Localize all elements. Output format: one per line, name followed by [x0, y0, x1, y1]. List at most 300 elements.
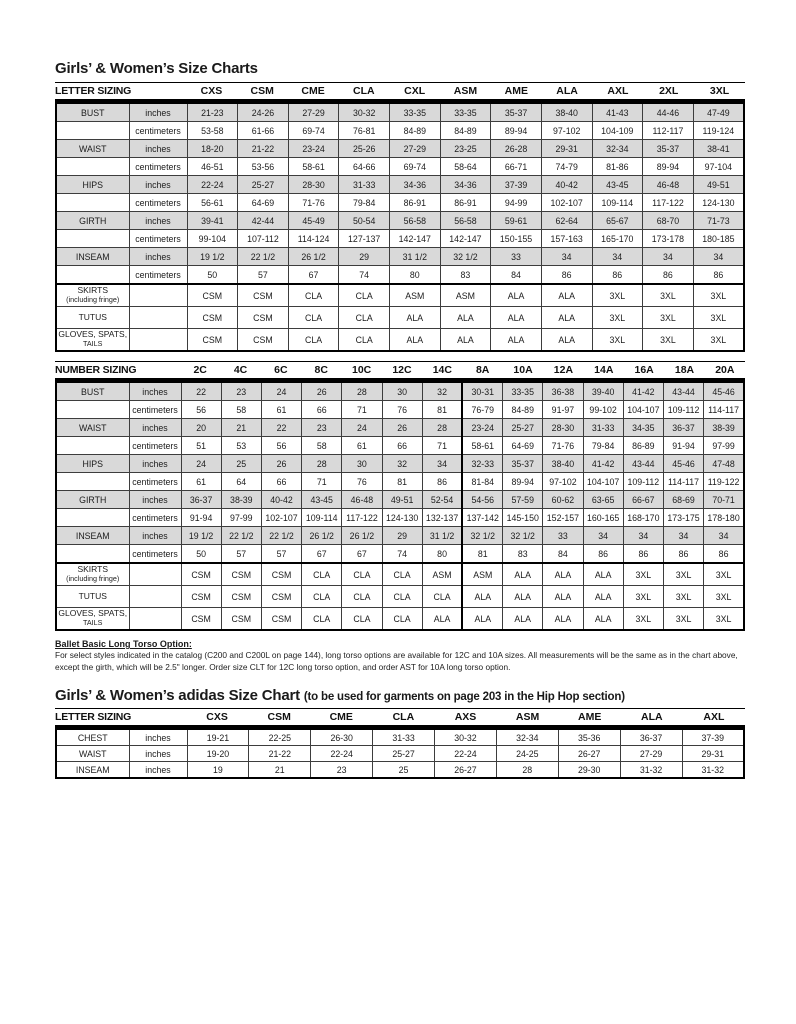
- size-value-cell: 23: [302, 419, 342, 437]
- size-value-cell: 18-20: [187, 140, 238, 158]
- size-value-cell: 36-37: [620, 729, 682, 746]
- size-value-cell: CLA: [342, 563, 382, 586]
- size-column-header: CSM: [267, 711, 291, 724]
- size-value-cell: 80: [390, 266, 441, 285]
- measurement-label: WAIST: [56, 746, 129, 762]
- size-value-cell: 47-49: [693, 103, 744, 122]
- note-body: For select styles indicated in the catalog (C200 and C200L on page 144), long torso options are available for 12C and 10A sizes. All measurements will be the same as in the chart above, except the girth, which will be 2.5" longer. Order size CLT for 12C long torso option, and order AST for 10A long torso option.: [55, 650, 738, 672]
- size-column-header: CXS: [200, 85, 223, 97]
- size-value-cell: 35-36: [558, 729, 620, 746]
- size-value-cell: 36-37: [181, 491, 221, 509]
- size-value-cell: 91-94: [181, 509, 221, 527]
- size-value-cell: ALA: [503, 586, 543, 608]
- size-value-cell: 3XL: [663, 608, 703, 631]
- size-value-cell: 69-74: [288, 122, 339, 140]
- size-value-cell: 145-150: [503, 509, 543, 527]
- garment-row: [56, 563, 744, 586]
- size-value-cell: 19 1/2: [181, 527, 221, 545]
- adidas-size-chart: [55, 708, 745, 779]
- measurement-label: [56, 437, 129, 455]
- size-value-cell: 107-112: [238, 230, 289, 248]
- unit-label: inches: [129, 527, 181, 545]
- size-value-cell: CLA: [302, 586, 342, 608]
- size-value-cell: 66: [382, 437, 422, 455]
- size-column-header: CME: [329, 711, 353, 724]
- size-value-cell: 97-104: [693, 158, 744, 176]
- size-column-header: 20A: [715, 364, 735, 376]
- size-value-cell: 91-94: [663, 437, 703, 455]
- size-value-cell: 22-24: [311, 746, 373, 762]
- garment-row: [56, 608, 744, 631]
- size-value-cell: 32-33: [462, 455, 502, 473]
- size-value-cell: 58: [221, 401, 261, 419]
- size-value-cell: 3XL: [643, 284, 694, 307]
- measurement-label: BUST: [56, 382, 129, 401]
- size-value-cell: 56: [261, 437, 301, 455]
- size-value-cell: 31-33: [373, 729, 435, 746]
- unit-label: inches: [129, 248, 187, 266]
- size-value-cell: 34-36: [440, 176, 491, 194]
- size-value-cell: 23-24: [462, 419, 502, 437]
- size-table-row: [56, 491, 744, 509]
- size-value-cell: 97-102: [543, 473, 583, 491]
- unit-label: inches: [129, 176, 187, 194]
- size-value-cell: CLA: [302, 563, 342, 586]
- size-value-cell: 25: [373, 762, 435, 779]
- size-value-cell: 124-130: [693, 194, 744, 212]
- size-column-header: 14C: [432, 364, 452, 376]
- size-value-cell: ALA: [491, 284, 542, 307]
- size-value-cell: 132-137: [422, 509, 462, 527]
- size-value-cell: 86: [592, 266, 643, 285]
- size-value-cell: 23: [311, 762, 373, 779]
- size-value-cell: 3XL: [704, 608, 744, 631]
- size-value-cell: 26 1/2: [288, 248, 339, 266]
- size-value-cell: 50: [181, 545, 221, 564]
- size-value-cell: 58-61: [462, 437, 502, 455]
- size-value-cell: 56-58: [390, 212, 441, 230]
- unit-label: [129, 329, 187, 352]
- size-value-cell: ALA: [503, 563, 543, 586]
- size-value-cell: 34: [422, 455, 462, 473]
- adidas-title-main: Girls’ & Women’s adidas Size Chart: [55, 687, 300, 705]
- size-value-cell: 71-73: [693, 212, 744, 230]
- adidas-chart-title: [55, 687, 745, 704]
- size-value-cell: 76: [382, 401, 422, 419]
- size-value-cell: 109-114: [592, 194, 643, 212]
- size-value-cell: 23-24: [288, 140, 339, 158]
- measurement-label: INSEAM: [56, 248, 129, 266]
- garment-label: SKIRTS (including fringe): [56, 563, 129, 586]
- garment-row: [56, 586, 744, 608]
- size-value-cell: 71: [422, 437, 462, 455]
- measurement-label: WAIST: [56, 140, 129, 158]
- size-value-cell: 3XL: [592, 284, 643, 307]
- size-value-cell: 80: [422, 545, 462, 564]
- measurement-label: CHEST: [56, 729, 129, 746]
- size-value-cell: 22-24: [435, 746, 497, 762]
- size-column-header: 6C: [274, 364, 288, 376]
- size-value-cell: ALA: [491, 307, 542, 329]
- size-value-cell: 109-112: [663, 401, 703, 419]
- size-value-cell: 26-30: [311, 729, 373, 746]
- size-value-cell: 31-33: [583, 419, 623, 437]
- size-table-row: [56, 122, 744, 140]
- size-value-cell: 26: [382, 419, 422, 437]
- unit-label: centimeters: [129, 194, 187, 212]
- size-value-cell: 26 1/2: [302, 527, 342, 545]
- unit-label: centimeters: [129, 509, 181, 527]
- size-value-cell: 58-64: [440, 158, 491, 176]
- size-value-cell: 31-33: [339, 176, 390, 194]
- size-column-header: 3XL: [709, 85, 730, 97]
- size-value-cell: 43-44: [623, 455, 663, 473]
- size-value-cell: ALA: [543, 608, 583, 631]
- size-value-cell: 19 1/2: [187, 248, 238, 266]
- unit-label: inches: [129, 140, 187, 158]
- measurement-label: INSEAM: [56, 527, 129, 545]
- size-value-cell: 89-94: [491, 122, 542, 140]
- size-column-header: AXS: [454, 711, 477, 724]
- size-value-cell: 59-61: [491, 212, 542, 230]
- size-value-cell: 81: [462, 545, 502, 564]
- size-column-header: AME: [504, 85, 528, 97]
- measurement-label: [56, 509, 129, 527]
- size-value-cell: 91-97: [543, 401, 583, 419]
- size-value-cell: 28-30: [543, 419, 583, 437]
- size-value-cell: 66-67: [623, 491, 663, 509]
- size-value-cell: 25-27: [238, 176, 289, 194]
- size-value-cell: 114-124: [288, 230, 339, 248]
- size-table-row: [56, 473, 744, 491]
- size-value-cell: 67: [288, 266, 339, 285]
- letter-chart-title: Girls’ & Women’s Size Charts: [55, 60, 258, 77]
- size-value-cell: 43-45: [302, 491, 342, 509]
- size-value-cell: 41-43: [592, 103, 643, 122]
- size-value-cell: 26 1/2: [342, 527, 382, 545]
- size-value-cell: ALA: [583, 608, 623, 631]
- size-column-header: CME: [301, 85, 325, 97]
- size-value-cell: CSM: [221, 586, 261, 608]
- size-table-row: [56, 212, 744, 230]
- size-value-cell: 71-76: [543, 437, 583, 455]
- size-table-row: [56, 230, 744, 248]
- note-heading: Ballet Basic Long Torso Option:: [55, 639, 192, 649]
- size-value-cell: 44-46: [643, 103, 694, 122]
- measurement-label: [56, 473, 129, 491]
- unit-label: centimeters: [129, 266, 187, 285]
- size-value-cell: 81: [422, 401, 462, 419]
- size-value-cell: 83: [503, 545, 543, 564]
- size-value-cell: 26-27: [558, 746, 620, 762]
- size-value-cell: ALA: [390, 329, 441, 352]
- size-value-cell: 32 1/2: [462, 527, 502, 545]
- size-value-cell: ALA: [491, 329, 542, 352]
- size-value-cell: 21-22: [249, 746, 311, 762]
- size-value-cell: CLA: [422, 586, 462, 608]
- size-value-cell: 97-99: [704, 437, 744, 455]
- size-value-cell: 36-38: [543, 382, 583, 401]
- size-value-cell: 22 1/2: [261, 527, 301, 545]
- size-value-cell: 64-69: [503, 437, 543, 455]
- size-value-cell: 28: [422, 419, 462, 437]
- size-value-cell: 30-32: [435, 729, 497, 746]
- size-value-cell: 24: [181, 455, 221, 473]
- size-value-cell: 58: [302, 437, 342, 455]
- size-value-cell: CSM: [238, 329, 289, 352]
- size-value-cell: 40-42: [541, 176, 592, 194]
- size-table: [55, 728, 745, 779]
- size-table-row: [56, 266, 744, 285]
- size-value-cell: ALA: [583, 563, 623, 586]
- size-value-cell: 45-49: [288, 212, 339, 230]
- size-value-cell: 40-42: [261, 491, 301, 509]
- size-value-cell: 86: [643, 266, 694, 285]
- size-value-cell: 168-170: [623, 509, 663, 527]
- size-value-cell: 24-26: [238, 103, 289, 122]
- size-value-cell: CSM: [261, 586, 301, 608]
- size-value-cell: 102-107: [261, 509, 301, 527]
- size-value-cell: 57-59: [503, 491, 543, 509]
- size-value-cell: 24: [261, 382, 301, 401]
- size-value-cell: 68-70: [643, 212, 694, 230]
- size-value-cell: 3XL: [693, 284, 744, 307]
- size-column-header: 10C: [351, 364, 372, 376]
- size-value-cell: ALA: [543, 586, 583, 608]
- size-value-cell: 26-28: [491, 140, 542, 158]
- size-value-cell: CLA: [288, 284, 339, 307]
- size-value-cell: 152-157: [543, 509, 583, 527]
- size-value-cell: 66: [261, 473, 301, 491]
- size-value-cell: 173-175: [663, 509, 703, 527]
- measurement-label: GIRTH: [56, 212, 129, 230]
- size-value-cell: CLA: [339, 284, 390, 307]
- size-value-cell: 83: [440, 266, 491, 285]
- size-value-cell: 127-137: [339, 230, 390, 248]
- size-value-cell: 22-24: [187, 176, 238, 194]
- size-table-row: [56, 103, 744, 122]
- size-value-cell: ALA: [583, 586, 623, 608]
- size-value-cell: CSM: [261, 563, 301, 586]
- unit-label: inches: [129, 746, 187, 762]
- size-value-cell: 104-107: [623, 401, 663, 419]
- size-value-cell: 39-41: [187, 212, 238, 230]
- chart-header-row: [55, 361, 745, 381]
- size-value-cell: ALA: [390, 307, 441, 329]
- size-value-cell: 81: [382, 473, 422, 491]
- size-value-cell: 104-107: [583, 473, 623, 491]
- size-value-cell: 34: [663, 527, 703, 545]
- size-value-cell: 24-25: [496, 746, 558, 762]
- size-table-row: [56, 176, 744, 194]
- size-value-cell: CSM: [187, 329, 238, 352]
- size-value-cell: 34: [583, 527, 623, 545]
- size-value-cell: 64-69: [238, 194, 289, 212]
- size-value-cell: 23: [221, 382, 261, 401]
- size-value-cell: 79-84: [583, 437, 623, 455]
- size-value-cell: 32-34: [496, 729, 558, 746]
- unit-label: [129, 608, 181, 631]
- size-value-cell: 37-39: [491, 176, 542, 194]
- size-value-cell: CLA: [342, 608, 382, 631]
- size-value-cell: 165-170: [592, 230, 643, 248]
- size-column-header: 12C: [392, 364, 412, 376]
- size-table-row: [56, 158, 744, 176]
- size-value-cell: 21: [249, 762, 311, 779]
- size-value-cell: 20: [181, 419, 221, 437]
- size-value-cell: 25-26: [339, 140, 390, 158]
- size-value-cell: 34: [704, 527, 744, 545]
- size-value-cell: 84-89: [390, 122, 441, 140]
- measurement-label: [56, 545, 129, 564]
- size-value-cell: 19-21: [187, 729, 249, 746]
- size-column-header: 8A: [475, 364, 490, 376]
- size-value-cell: 30-32: [339, 103, 390, 122]
- garment-row: [56, 329, 744, 352]
- size-table-row: [56, 545, 744, 564]
- size-value-cell: 3XL: [663, 586, 703, 608]
- size-value-cell: 29: [339, 248, 390, 266]
- unit-label: inches: [129, 382, 181, 401]
- chart-header-row: [55, 708, 745, 728]
- size-value-cell: 31-32: [682, 762, 744, 779]
- size-column-header: ALA: [641, 711, 663, 724]
- size-value-cell: 86-91: [390, 194, 441, 212]
- size-table-row: [56, 746, 744, 762]
- size-value-cell: 32-34: [592, 140, 643, 158]
- unit-label: centimeters: [129, 437, 181, 455]
- size-value-cell: ALA: [503, 608, 543, 631]
- size-value-cell: CSM: [181, 586, 221, 608]
- size-column-header: 18A: [674, 364, 695, 376]
- measurement-label: WAIST: [56, 419, 129, 437]
- size-value-cell: 27-29: [620, 746, 682, 762]
- size-value-cell: 63-65: [583, 491, 623, 509]
- chart-header-row: [55, 82, 745, 102]
- unit-label: inches: [129, 491, 181, 509]
- size-value-cell: 30: [382, 382, 422, 401]
- size-column-header: CLA: [353, 85, 375, 97]
- measurement-label: [56, 230, 129, 248]
- size-value-cell: 32 1/2: [503, 527, 543, 545]
- size-value-cell: 61-66: [238, 122, 289, 140]
- size-value-cell: 71: [342, 401, 382, 419]
- size-value-cell: 67: [302, 545, 342, 564]
- size-value-cell: 104-109: [592, 122, 643, 140]
- size-value-cell: 25-27: [503, 419, 543, 437]
- size-column-header: 2C: [193, 364, 207, 376]
- size-value-cell: 79-84: [339, 194, 390, 212]
- size-value-cell: 31 1/2: [390, 248, 441, 266]
- size-value-cell: 137-142: [462, 509, 502, 527]
- measurement-label: [56, 122, 129, 140]
- size-value-cell: 41-42: [583, 455, 623, 473]
- size-value-cell: CLA: [339, 307, 390, 329]
- size-value-cell: CLA: [382, 608, 422, 631]
- size-value-cell: 46-48: [643, 176, 694, 194]
- size-value-cell: 35-37: [643, 140, 694, 158]
- unit-label: centimeters: [129, 401, 181, 419]
- size-value-cell: 49-51: [382, 491, 422, 509]
- size-value-cell: 66: [302, 401, 342, 419]
- size-value-cell: CSM: [238, 284, 289, 307]
- size-value-cell: 3XL: [592, 307, 643, 329]
- size-value-cell: 26-27: [435, 762, 497, 779]
- size-table-row: [56, 382, 744, 401]
- size-value-cell: 74: [339, 266, 390, 285]
- size-column-header: 14A: [594, 364, 614, 376]
- size-value-cell: ALA: [541, 307, 592, 329]
- measurement-label: [56, 158, 129, 176]
- size-value-cell: 60-62: [543, 491, 583, 509]
- size-value-cell: 3XL: [704, 563, 744, 586]
- garment-row: [56, 284, 744, 307]
- size-value-cell: 30: [342, 455, 382, 473]
- size-value-cell: ALA: [462, 586, 502, 608]
- size-value-cell: 33: [491, 248, 542, 266]
- size-value-cell: 89-94: [503, 473, 543, 491]
- unit-label: [129, 307, 187, 329]
- size-value-cell: 97-102: [541, 122, 592, 140]
- size-value-cell: 86: [583, 545, 623, 564]
- size-value-cell: CSM: [181, 563, 221, 586]
- size-value-cell: ASM: [440, 284, 491, 307]
- size-value-cell: ASM: [390, 284, 441, 307]
- size-value-cell: 25-27: [373, 746, 435, 762]
- size-value-cell: 43-44: [663, 382, 703, 401]
- garment-label: GLOVES, SPATS, TAILS: [56, 329, 129, 352]
- size-value-cell: 42-44: [238, 212, 289, 230]
- size-value-cell: 150-155: [491, 230, 542, 248]
- size-value-cell: 49-51: [693, 176, 744, 194]
- unit-label: inches: [129, 103, 187, 122]
- size-value-cell: 23-25: [440, 140, 491, 158]
- measurement-label: INSEAM: [56, 762, 129, 779]
- size-value-cell: 50-54: [339, 212, 390, 230]
- size-value-cell: CLA: [382, 586, 422, 608]
- size-value-cell: 142-147: [390, 230, 441, 248]
- size-value-cell: 28: [342, 382, 382, 401]
- size-value-cell: CSM: [261, 608, 301, 631]
- size-column-header: 4C: [233, 364, 248, 376]
- size-table: [55, 381, 745, 631]
- size-value-cell: 22 1/2: [221, 527, 261, 545]
- size-value-cell: 62-64: [541, 212, 592, 230]
- size-value-cell: 34-36: [390, 176, 441, 194]
- size-value-cell: 57: [261, 545, 301, 564]
- size-value-cell: 22-25: [249, 729, 311, 746]
- unit-label: inches: [129, 419, 181, 437]
- size-value-cell: 35-37: [503, 455, 543, 473]
- size-value-cell: ALA: [541, 284, 592, 307]
- size-value-cell: 84-89: [503, 401, 543, 419]
- size-value-cell: CSM: [187, 284, 238, 307]
- size-value-cell: 178-180: [704, 509, 744, 527]
- size-value-cell: 89-94: [643, 158, 694, 176]
- size-value-cell: 102-107: [541, 194, 592, 212]
- size-value-cell: 86: [704, 545, 744, 564]
- size-value-cell: 39-40: [583, 382, 623, 401]
- size-value-cell: 34: [623, 527, 663, 545]
- size-value-cell: 58-61: [288, 158, 339, 176]
- size-value-cell: 22 1/2: [238, 248, 289, 266]
- measurement-label: HIPS: [56, 455, 129, 473]
- size-column-header: ASM: [515, 711, 540, 724]
- size-table-row: [56, 419, 744, 437]
- size-value-cell: 38-41: [693, 140, 744, 158]
- page-content: [55, 60, 745, 779]
- letter-size-chart: [55, 82, 745, 352]
